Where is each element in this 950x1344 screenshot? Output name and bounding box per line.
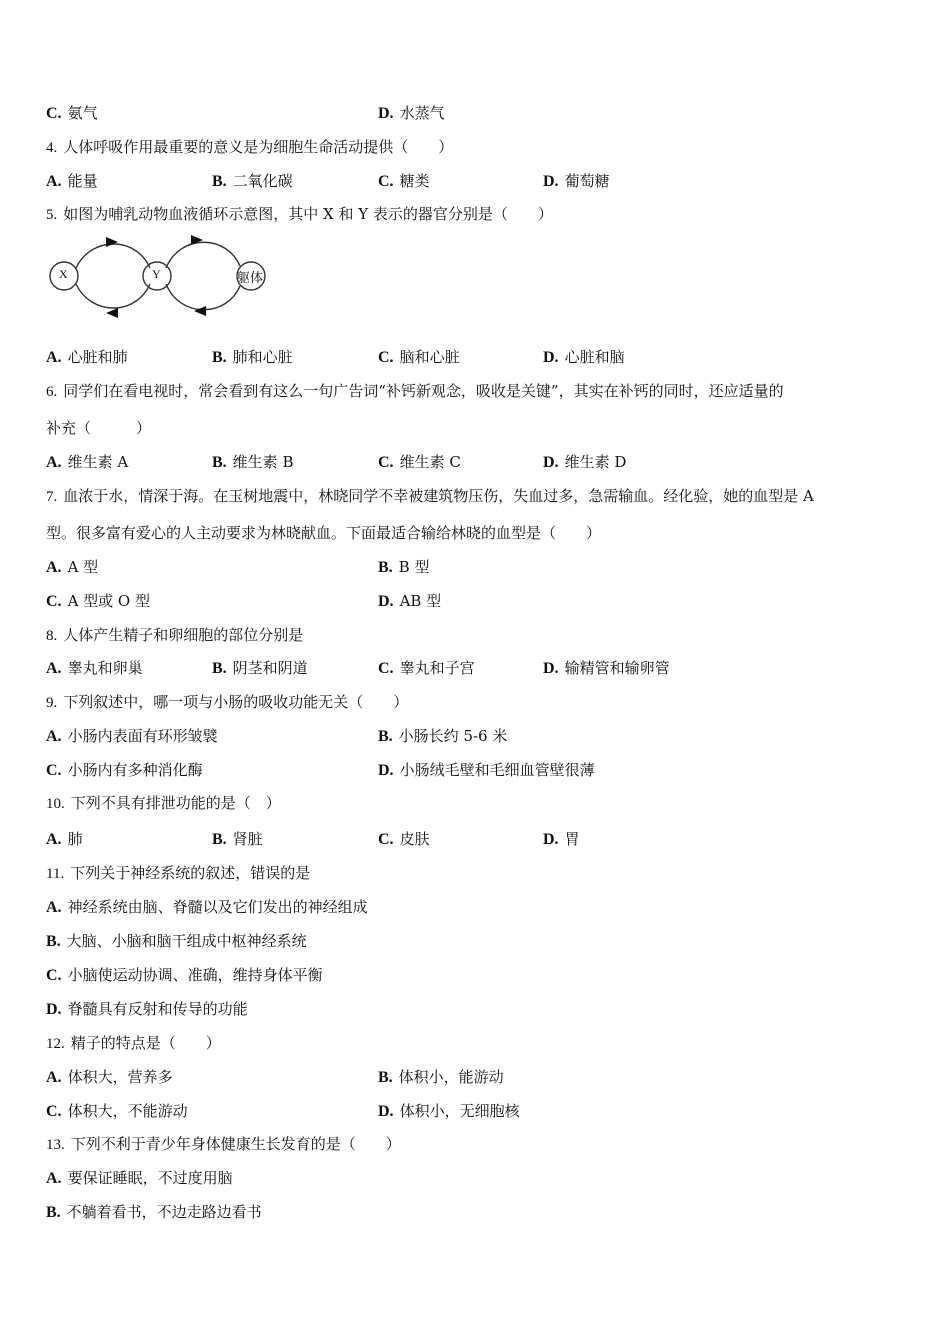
q10-options-option-1 — [212, 829, 263, 849]
question-number: 13. — [46, 1137, 65, 1153]
q4-question — [46, 137, 453, 157]
question-number: 9. — [46, 695, 58, 711]
q7-options-1-option-1 — [378, 557, 429, 577]
option-text: 心脏和肺 — [67, 348, 128, 366]
q5-options-option-0 — [46, 347, 128, 367]
option-text: 维生素 B — [232, 453, 294, 471]
node-y-label: Y — [152, 267, 161, 281]
q6-cont-question — [46, 418, 151, 438]
q9-options-2-option-1 — [378, 760, 595, 780]
q8-options-option-0 — [46, 658, 143, 678]
q10-options-option-3 — [543, 829, 580, 849]
option-text: 能量 — [67, 172, 98, 190]
option-text: 脊髓具有反射和传导的功能 — [67, 1000, 248, 1018]
option-text: 阴茎和阴道 — [232, 659, 308, 677]
q7-cont-question — [46, 523, 601, 543]
q11-option-c-option-0 — [46, 965, 323, 985]
option-text: A 型或 O 型 — [67, 592, 150, 610]
option-text: 肾脏 — [232, 830, 263, 848]
option-letter: A. — [46, 831, 62, 848]
option-text: AB 型 — [399, 592, 442, 610]
q6-options-option-0 — [46, 452, 128, 472]
question-text: 下列叙述中，哪一项与小肠的吸收功能无关（ ） — [63, 693, 409, 711]
question-number: 6. — [46, 384, 58, 400]
option-letter: C. — [46, 967, 62, 984]
option-text: 体积大，营养多 — [67, 1068, 173, 1086]
q7-options-1-option-0 — [46, 557, 98, 577]
option-text: 氨气 — [67, 104, 98, 122]
option-text: 小肠内表面有环形皱襞 — [67, 727, 218, 745]
q8-options-option-3 — [543, 658, 670, 678]
q7-question — [46, 486, 814, 506]
option-letter: A. — [46, 728, 62, 745]
question-text: 下列不利于青少年身体健康生长发育的是（ ） — [70, 1135, 401, 1153]
option-letter: B. — [378, 559, 393, 576]
question-number: 4. — [46, 140, 58, 156]
question-text: 人体产生精子和卵细胞的部位分别是 — [63, 626, 304, 644]
option-text: 心脏和脑 — [564, 348, 625, 366]
option-text: A 型 — [67, 558, 99, 576]
option-letter: C. — [46, 1103, 62, 1120]
q5-question — [46, 204, 553, 224]
q11-question — [46, 863, 310, 883]
option-letter: B. — [46, 1204, 61, 1221]
q5-options-option-1 — [212, 347, 293, 367]
option-letter: A. — [46, 1069, 62, 1086]
q13-option-a-option-0 — [46, 1168, 233, 1188]
question-text: 血浓于水，情深于海。在玉树地震中，林晓同学不幸被建筑物压伤，失血过多，急需输血。经化验，她的血型是 A — [63, 487, 814, 505]
option-letter: B. — [46, 933, 61, 950]
option-letter: B. — [212, 660, 227, 677]
option-letter: B. — [212, 831, 227, 848]
option-text: 葡萄糖 — [564, 172, 610, 190]
option-text: 不躺着看书，不边走路边看书 — [66, 1203, 262, 1221]
option-letter: A. — [46, 349, 62, 366]
q6-options-option-1 — [212, 452, 293, 472]
q9-question — [46, 692, 408, 712]
question-text: 下列关于神经系统的叙述，错误的是 — [70, 864, 311, 882]
q11-option-a-option-0 — [46, 897, 368, 917]
q12-options-1-option-1 — [378, 1067, 504, 1087]
q4-options-option-0 — [46, 171, 98, 191]
option-letter: A. — [46, 559, 62, 576]
q10-question — [46, 793, 281, 813]
q13-option-b-option-0 — [46, 1202, 262, 1222]
q6-question — [46, 381, 784, 401]
question-text: 型。很多富有爱心的人主动要求为林晓献血。下面最适合输给林晓的血型是（ ） — [46, 524, 602, 542]
option-letter: D. — [543, 454, 559, 471]
question-number: 5. — [46, 207, 58, 223]
option-letter: A. — [46, 660, 62, 677]
option-letter: D. — [46, 1001, 62, 1018]
question-number: 10. — [46, 796, 65, 812]
option-letter: A. — [46, 454, 62, 471]
option-text: 糖类 — [399, 172, 430, 190]
q12-question — [46, 1033, 221, 1053]
option-letter: C. — [378, 349, 394, 366]
q6-options-option-2 — [378, 452, 461, 472]
option-text: 小脑使运动协调、准确，维持身体平衡 — [67, 966, 323, 984]
option-letter: C. — [378, 660, 394, 677]
option-letter: B. — [212, 173, 227, 190]
option-letter: C. — [46, 105, 62, 122]
option-letter: D. — [378, 593, 394, 610]
q9-options-1-option-0 — [46, 726, 218, 746]
q10-options-option-0 — [46, 829, 83, 849]
q5-options-option-2 — [378, 347, 460, 367]
option-letter: D. — [378, 1103, 394, 1120]
q13-question — [46, 1134, 401, 1154]
option-letter: D. — [378, 762, 394, 779]
option-letter: C. — [46, 762, 62, 779]
q5-options-option-3 — [543, 347, 625, 367]
option-text: 皮肤 — [399, 830, 430, 848]
q12-options-2-option-0 — [46, 1101, 188, 1121]
option-text: 要保证睡眠，不过度用脑 — [67, 1169, 233, 1187]
q9-options-1-option-1 — [378, 726, 507, 746]
option-text: 输精管和输卵管 — [564, 659, 670, 677]
option-text: 维生素 A — [67, 453, 129, 471]
q9-options-2-option-0 — [46, 760, 203, 780]
option-letter: D. — [543, 173, 559, 190]
option-text: 肺和心脏 — [232, 348, 293, 366]
question-text: 精子的特点是（ ） — [70, 1034, 221, 1052]
question-number: 11. — [46, 866, 65, 882]
q7-options-2-option-0 — [46, 591, 150, 611]
option-text: 胃 — [564, 830, 580, 848]
question-text: 如图为哺乳动物血液循环示意图，其中 X 和 Y 表示的器官分别是（ ） — [63, 205, 553, 223]
option-letter: D. — [378, 105, 394, 122]
option-letter: D. — [543, 831, 559, 848]
option-letter: D. — [543, 349, 559, 366]
option-letter: C. — [378, 831, 394, 848]
question-text: 人体呼吸作用最重要的意义是为细胞生命活动提供（ ） — [63, 138, 454, 156]
q6-options-option-3 — [543, 452, 626, 472]
node-x-label: X — [59, 267, 68, 281]
option-text: 体积小，能游动 — [398, 1068, 504, 1086]
q4-options-option-2 — [378, 171, 430, 191]
q4-options-option-3 — [543, 171, 610, 191]
option-letter: A. — [46, 899, 62, 916]
option-letter: C. — [378, 173, 394, 190]
option-letter: B. — [378, 1069, 393, 1086]
option-letter: D. — [543, 660, 559, 677]
q3-options-row-option-1 — [378, 103, 445, 123]
option-letter: B. — [378, 728, 393, 745]
q3-options-row-option-0 — [46, 103, 98, 123]
option-text: 体积小，无细胞核 — [399, 1102, 520, 1120]
question-number: 12. — [46, 1036, 65, 1052]
option-text: B 型 — [398, 558, 430, 576]
q12-options-2-option-1 — [378, 1101, 520, 1121]
option-text: 肺 — [67, 830, 83, 848]
q4-options-option-1 — [212, 171, 293, 191]
option-text: 脑和心脏 — [399, 348, 460, 366]
option-letter: A. — [46, 173, 62, 190]
option-text: 维生素 D — [564, 453, 627, 471]
q11-option-b-option-0 — [46, 931, 307, 951]
q7-options-2-option-1 — [378, 591, 441, 611]
q12-options-1-option-0 — [46, 1067, 173, 1087]
option-text: 小肠绒毛壁和毛细血管壁很薄 — [399, 761, 595, 779]
option-text: 大脑、小脑和脑干组成中枢神经系统 — [66, 932, 307, 950]
q8-options-option-2 — [378, 658, 475, 678]
option-text: 水蒸气 — [399, 104, 445, 122]
option-letter: C. — [378, 454, 394, 471]
question-number: 8. — [46, 628, 58, 644]
option-letter: B. — [212, 349, 227, 366]
question-text: 同学们在看电视时，常会看到有这么一句广告词“补钙新观念，吸收是关键”，其实在补钙的同时，还应适量的 — [63, 382, 784, 400]
question-number: 7. — [46, 489, 58, 505]
option-text: 二氧化碳 — [232, 172, 293, 190]
q8-options-option-1 — [212, 658, 308, 678]
node-body-label: 躯体 — [237, 271, 264, 286]
option-letter: C. — [46, 593, 62, 610]
option-text: 小肠内有多种消化酶 — [67, 761, 203, 779]
option-text: 小肠长约 5-6 米 — [398, 727, 508, 745]
option-text: 睾丸和子宫 — [399, 659, 475, 677]
option-text: 维生素 C — [399, 453, 461, 471]
option-text: 神经系统由脑、脊髓以及它们发出的神经组成 — [67, 898, 368, 916]
question-text: 下列不具有排泄功能的是（ ） — [70, 794, 281, 812]
question-text: 补充（ ） — [46, 419, 152, 437]
option-text: 睾丸和卵巢 — [67, 659, 143, 677]
option-text: 体积大，不能游动 — [67, 1102, 188, 1120]
option-letter: B. — [212, 454, 227, 471]
option-letter: A. — [46, 1170, 62, 1187]
q11-option-d-option-0 — [46, 999, 248, 1019]
q8-question — [46, 625, 303, 645]
circulation-diagram — [46, 234, 276, 326]
q10-options-option-2 — [378, 829, 430, 849]
